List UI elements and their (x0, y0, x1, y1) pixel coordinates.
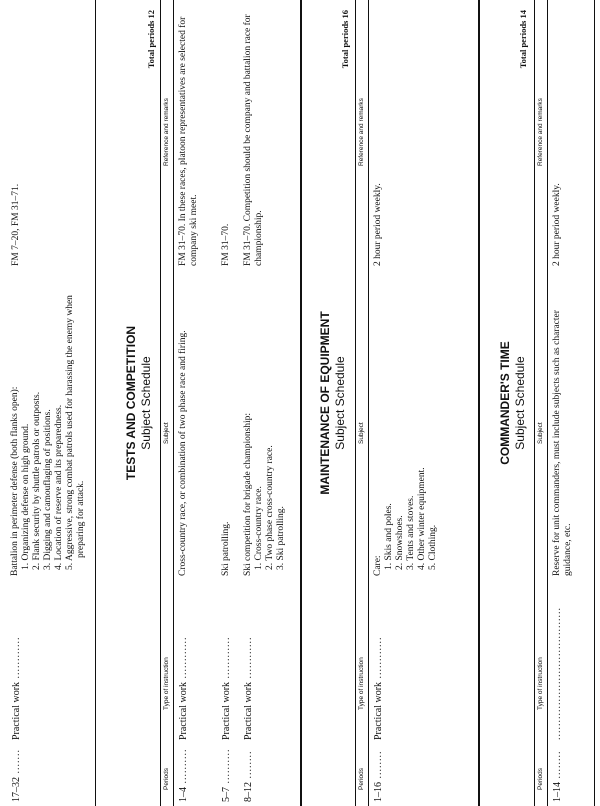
top-subject-item: 4. Location of reserve and its preparedness. (54, 404, 64, 570)
total-periods-commanders-time: Total periods 14 (518, 10, 528, 69)
column-header-reference: Reference and remarks (358, 98, 365, 166)
column-header-subject: Subject (163, 422, 170, 444)
row-subject: Cross-country race, or combination of two phase race and firing. (178, 330, 188, 576)
divider (160, 0, 161, 806)
divider (534, 0, 535, 806)
top-reference: FM 7–20, FM 31–71. (11, 183, 21, 266)
column-header-periods: Periods (537, 767, 544, 790)
row-periods: 1–4 .......... (178, 748, 189, 802)
row-subject: Ski competition for brigade championship: 1. Cross-country race. 2. Two phase cross-country race. 3. Ski patrolling. (243, 412, 286, 576)
top-subject-item: 5. Aggressive, strong combat patrols used for harassing the enemy when preparing for attack. (65, 295, 86, 570)
row-type: Practical work ............ (221, 636, 232, 740)
top-subject-title: Battalion in perimeter defense (both flanks open): (10, 386, 20, 576)
column-header-reference: Reference and remarks (163, 98, 170, 166)
row-periods: 5–7 .......... (221, 748, 232, 802)
row-type: Practical work ............ (373, 636, 384, 740)
column-header-type: Type of instruction (358, 657, 365, 710)
divider (300, 0, 302, 806)
column-header-type: Type of instruction (537, 657, 544, 710)
total-periods-maintenance: Total periods 16 (340, 10, 350, 69)
row-type: Practical work ............ (178, 636, 189, 740)
row-reference: FM 31–70. In these races, platoon representatives are selected for company ski meet. (178, 16, 199, 266)
top-subject-item: 1. Organizing defense on high ground. (21, 423, 31, 570)
column-header-periods: Periods (358, 767, 365, 790)
column-header-reference: Reference and remarks (537, 98, 544, 166)
divider (547, 0, 548, 806)
divider (95, 0, 96, 806)
row-type: ...................................... (552, 607, 563, 740)
total-periods-tests: Total periods 12 (146, 10, 156, 69)
row-reference: FM 31–70. (221, 223, 231, 266)
divider (478, 0, 480, 806)
divider (368, 0, 369, 806)
column-header-subject: Subject (358, 422, 365, 444)
row-periods: 1–14 ........ (552, 750, 563, 802)
section-title-commanders-time: COMMANDER'S TIME Subject Schedule (498, 341, 527, 465)
top-periods: 17–32 ....... (11, 749, 22, 802)
divider (355, 0, 356, 806)
row-subject: Care: 1. Skis and poles. 2. Snowshoes. 3. Tents and stoves. 4. Other winter equipment. 5. Clothing. (373, 467, 438, 576)
row-reference: FM 31–70. Competition should be company and battalion race for championship. (243, 14, 264, 266)
column-header-type: Type of instruction (163, 657, 170, 710)
row-periods: 1–16 ........ (373, 750, 384, 802)
divider (173, 0, 174, 806)
row-reference: 2 hour period weekly. (552, 183, 562, 266)
divider (594, 0, 595, 806)
row-periods: 8–12 ........ (243, 750, 254, 802)
top-type: Practical work ............ (11, 636, 22, 740)
section-title-tests: TESTS AND COMPETITION Subject Schedule (124, 325, 153, 481)
row-reference: 2 hour period weekly. (373, 183, 383, 266)
top-subject (10, 286, 87, 576)
row-subject: Ski patrolling. (221, 521, 231, 576)
row-type: Practical work ............ (243, 636, 254, 740)
section-title-maintenance: MAINTENANCE OF EQUIPMENT Subject Schedule (318, 311, 347, 495)
top-subject-item: 3. Digging and camouflaging of positions. (43, 409, 53, 570)
column-header-subject: Subject (537, 422, 544, 444)
column-header-periods: Periods (163, 767, 170, 790)
row-subject: Reserve for unit commanders, must include subjects such as character guidance, etc. (552, 310, 573, 576)
top-subject-item: 2. Flank security by shuttle patrols or outposts. (32, 391, 42, 570)
